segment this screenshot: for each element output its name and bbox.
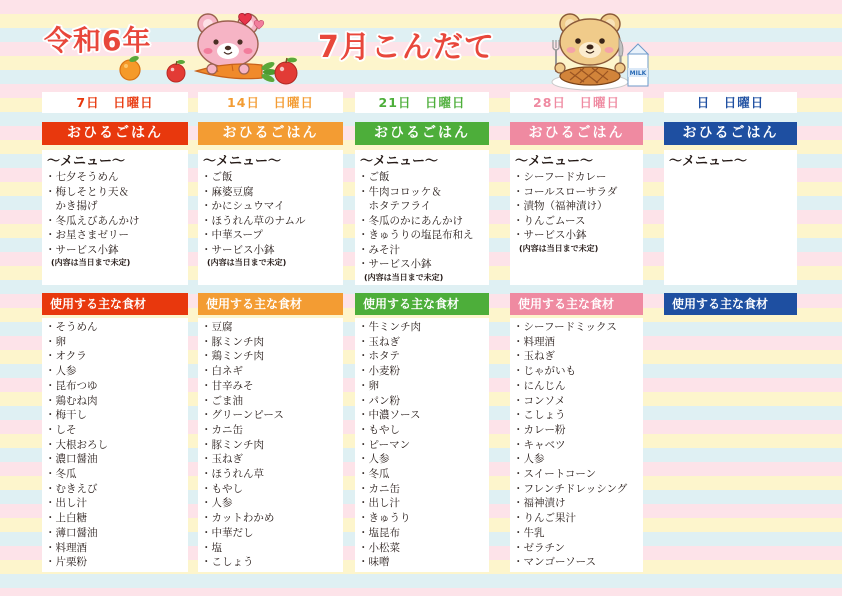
ingredient-item: ・そうめん (45, 321, 98, 333)
ingredient-item: ・コンソメ (513, 394, 566, 407)
menu-item: ・冬瓜のかにあんかけ (358, 214, 463, 227)
day-column-28 (510, 92, 643, 572)
menu-item: ・サービス小鉢 (358, 258, 432, 270)
ingredients-label-bar: 使用する主な食材 (198, 293, 343, 315)
ingredient-item: ・料理酒 (513, 335, 555, 348)
lunch-label-bar: おひるごはん (664, 122, 797, 145)
ingredient-item: ・大根おろし (45, 438, 108, 451)
ingredient-item: ・薄口醤油 (45, 526, 98, 539)
ingredient-item: ・マンゴーソース (513, 556, 597, 569)
ingredients-label-bar: 使用する主な食材 (42, 293, 188, 315)
ingredient-item: ・玉ねぎ (513, 350, 555, 363)
ingredient-item: ・ごま油 (201, 394, 243, 407)
menu-box (355, 150, 489, 285)
ingredient-item: ・冬瓜 (45, 468, 77, 481)
ingredient-item: ・こしょう (513, 409, 566, 422)
ingredients-list (355, 318, 489, 572)
ingredients-list (42, 318, 188, 572)
ingredient-item: ・グリーンピース (201, 409, 284, 422)
menu-item: ・サービス小鉢 (201, 243, 275, 256)
menu-item: ・きゅうりの塩昆布和え (358, 229, 474, 241)
menu-note: (内容は当日まで未定) (364, 272, 444, 282)
menu-heading: ～メニュー～ (203, 154, 282, 169)
ingredient-item: ・鶏むね肉 (45, 394, 98, 407)
ingredient-item: ・むきえび (45, 482, 98, 495)
ingredient-item: ・昆布つゆ (45, 379, 98, 392)
ingredient-item: ・卵 (45, 335, 66, 348)
menu-box (198, 150, 343, 285)
ingredient-item: ・豚ミンチ肉 (201, 438, 264, 451)
menu-box (664, 150, 797, 285)
menu-item: ・牛肉コロッケ＆ (358, 185, 442, 198)
ingredient-item: ・ホタテ (358, 350, 400, 363)
ingredient-item: ・カットわかめ (201, 512, 275, 525)
ingredient-item: ・濃口醤油 (45, 453, 98, 466)
ingredient-item: ・ピーマン (358, 438, 411, 451)
ingredients-label-bar: 使用する主な食材 (664, 293, 797, 315)
ingredient-item: ・梅干し (45, 409, 87, 422)
date-header: 14日 日曜日 (198, 92, 343, 113)
menu-item: ・コールスローサラダ (513, 185, 618, 198)
ingredients-label-bar: 使用する主な食材 (510, 293, 643, 315)
ingredient-item: ・人参 (201, 497, 233, 510)
menu-item: ・中華スープ (201, 229, 263, 241)
menu-item: ・かにシュウマイ (201, 200, 285, 212)
ingredient-item: ・カレー粉 (513, 423, 566, 436)
menu-item: ・サービス小鉢 (513, 229, 587, 241)
ingredient-item: ・りんご果汁 (513, 512, 576, 525)
page-title: 7月こんだて (318, 30, 495, 65)
menu-item: ・みそ汁 (358, 243, 400, 256)
ingredient-item: ・こしょう (201, 556, 254, 569)
ingredient-item: ・じゃがいも (513, 365, 576, 378)
menu-heading: ～メニュー～ (360, 154, 439, 169)
milk-carton-icon (628, 44, 648, 86)
ingredients-list (198, 318, 343, 572)
menu-item: ・冬瓜えびあんかけ (45, 214, 140, 227)
ingredient-item: ・ゼラチン (513, 541, 565, 554)
ingredient-item: ・小麦粉 (358, 365, 400, 378)
ingredient-item: ・スイートコーン (513, 468, 597, 481)
bear-with-carrot-illustration (112, 8, 304, 88)
day-column-21 (355, 92, 489, 572)
ingredient-item: ・鶏ミンチ肉 (201, 350, 264, 363)
menu-item: ・麻婆豆腐 (201, 185, 254, 198)
date-header: 28日 日曜日 (510, 92, 643, 113)
lunch-label-bar: おひるごはん (198, 122, 343, 145)
ingredient-item: ・福神漬け (513, 497, 566, 510)
menu-heading: ～メニュー～ (515, 154, 594, 169)
apple-icon (275, 58, 297, 84)
ingredient-item: ・もやし (201, 482, 243, 495)
menu-box (42, 150, 188, 285)
ingredient-item: ・片栗粉 (45, 556, 87, 569)
menu-item: ・サービス小鉢 (45, 243, 119, 256)
ingredient-item: ・牛乳 (513, 526, 545, 539)
menu-list (198, 170, 343, 257)
ingredient-item: ・パン粉 (358, 394, 400, 407)
ingredient-item: ・人参 (358, 453, 390, 466)
ingredient-item: ・冬瓜 (358, 468, 390, 481)
ingredient-item: ・にんじん (513, 379, 566, 392)
ingredient-item: ・卵 (358, 379, 379, 392)
menu-item: ・ご飯 (201, 171, 233, 183)
bear-with-pancake-illustration (540, 10, 660, 92)
ingredient-item: ・カニ缶 (358, 482, 400, 495)
ingredient-item: ・小松菜 (358, 541, 400, 554)
ingredient-item: ・出し汁 (358, 497, 400, 510)
menu-item: ・お星さまゼリー (45, 229, 129, 241)
menu-list (42, 170, 188, 257)
mikan-orange-icon (120, 55, 140, 80)
menu-list (355, 170, 489, 272)
ingredient-item: ・甘辛みそ (201, 379, 254, 392)
ingredient-item: ・上白糖 (45, 512, 87, 525)
ingredients-list (664, 318, 797, 572)
small-apple-icon (167, 60, 185, 82)
ingredient-item: ・シーフードミックス (513, 321, 617, 333)
ingredient-item: ・牛ミンチ肉 (358, 321, 421, 333)
ingredient-item: ・オクラ (45, 350, 87, 363)
ingredient-item: ・中濃ソース (358, 409, 421, 422)
ingredient-item: ・玉ねぎ (358, 335, 400, 348)
day-column-7 (42, 92, 188, 572)
menu-note: (内容は当日まで未定) (51, 258, 131, 267)
date-header: 7日 日曜日 (42, 92, 188, 113)
ingredients-list (510, 318, 643, 572)
menu-list (510, 170, 643, 243)
lunch-label-bar: おひるごはん (355, 122, 489, 145)
milk-label: MILK (629, 70, 647, 77)
ingredient-item: ・カニ缶 (201, 423, 243, 436)
ingredient-item: ・白ネギ (201, 365, 243, 378)
lunch-label-bar: おひるごはん (510, 122, 643, 145)
menu-item: ・りんごムース (513, 214, 586, 227)
ingredient-item: ・中華だし (201, 526, 254, 539)
pink-bear (198, 14, 258, 67)
menu-note: (内容は当日まで未定) (207, 258, 287, 267)
ingredient-item: ・ほうれん草 (201, 468, 264, 481)
menu-heading: ～メニュー～ (47, 154, 126, 169)
menu-heading: ～メニュー～ (669, 154, 748, 169)
ingredient-item: ・料理酒 (45, 541, 87, 554)
date-header: 日 日曜日 (664, 92, 797, 113)
ingredient-item: ・豚ミンチ肉 (201, 335, 264, 348)
menu-item: ・シーフードカレー (513, 171, 607, 183)
ingredient-item: ・キャベツ (513, 438, 566, 451)
menu-item: ・漬物（福神漬け） (513, 200, 608, 212)
ingredient-item: ・塩 (201, 541, 222, 554)
year-title: 令和6年 (44, 24, 152, 57)
menu-item: ・七夕そうめん (45, 171, 119, 183)
day-column-14 (198, 92, 343, 572)
ingredient-item: ・しそ (45, 423, 77, 436)
menu-item: ・ご飯 (358, 171, 390, 183)
ingredient-item: ・味噌 (358, 556, 390, 569)
menu-note: (内容は当日まで未定) (519, 243, 599, 253)
ingredient-item: ・フレンチドレッシング (513, 482, 628, 495)
ingredient-item: ・塩昆布 (358, 526, 400, 539)
day-column-blank (664, 92, 797, 572)
lunch-label-bar: おひるごはん (42, 122, 188, 145)
menu-item: ・梅しそとり天＆ (45, 185, 129, 198)
ingredient-item: ・豆腐 (201, 321, 233, 333)
tan-bear (560, 14, 620, 65)
menu-item: ・ほうれん草のナムル (201, 214, 306, 227)
ingredient-item: ・玉ねぎ (201, 453, 243, 466)
ingredient-item: ・人参 (45, 365, 77, 378)
ingredients-label-bar: 使用する主な食材 (355, 293, 489, 315)
ingredient-item: ・出し汁 (45, 497, 87, 510)
ingredient-item: ・もやし (358, 423, 400, 436)
date-header: 21日 日曜日 (355, 92, 489, 113)
menu-item: かき揚げ (45, 200, 98, 212)
menu-box (510, 150, 643, 285)
ingredient-item: ・きゅうり (358, 512, 411, 525)
menu-item: ホタテフライ (358, 200, 432, 212)
ingredient-item: ・人参 (513, 453, 545, 466)
